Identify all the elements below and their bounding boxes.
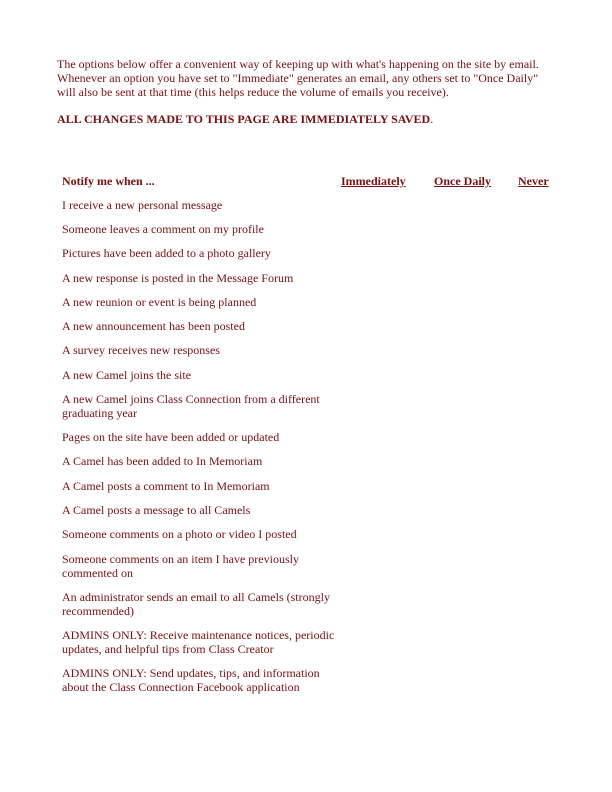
option-label: A Camel posts a message to all Camels <box>62 503 251 517</box>
option-label: Someone comments on an item I have previously commented on <box>62 552 299 580</box>
intro-text: The options below offer a convenient way of keeping up with what's happening on the site by email. Whenever an option you have set to "Immediate" generates an email, any others set to "Once Daily" will also be sent at that time (this helps reduce the volume of emails you receive). <box>57 57 539 99</box>
option-label: I receive a new personal message <box>62 198 223 212</box>
immediately-header-link[interactable]: Immediately <box>341 174 406 188</box>
option-label: A new Camel joins Class Connection from a different graduating year <box>62 392 320 420</box>
option-label: A survey receives new responses <box>62 343 220 357</box>
option-label: Someone comments on a photo or video I posted <box>62 527 297 541</box>
option-label: A new Camel joins the site <box>62 368 191 382</box>
never-header-link[interactable]: Never <box>518 174 549 188</box>
option-label: Pictures have been added to a photo gallery <box>62 246 271 260</box>
option-label: A Camel has been added to In Memoriam <box>62 454 263 468</box>
option-label: ADMINS ONLY: Send updates, tips, and information about the Class Connection Facebook application <box>62 666 320 694</box>
once-daily-header-link[interactable]: Once Daily <box>434 174 491 188</box>
option-label: A new reunion or event is being planned <box>62 295 257 309</box>
save-warning-dot: . <box>430 112 434 126</box>
option-label: An administrator sends an email to all Camels (strongly recommended) <box>62 590 330 618</box>
option-label: A new announcement has been posted <box>62 319 245 333</box>
save-warning <box>57 112 433 127</box>
save-warning-text: ALL CHANGES MADE TO THIS PAGE ARE IMMEDIATELY SAVED <box>57 112 431 126</box>
notify-header: Notify me when ... <box>62 174 155 188</box>
option-label: Pages on the site have been added or updated <box>62 430 280 444</box>
option-label: ADMINS ONLY: Receive maintenance notices, periodic updates, and helpful tips from Class Creator <box>62 628 335 656</box>
option-label: A new response is posted in the Message Forum <box>62 271 294 285</box>
option-label: Someone leaves a comment on my profile <box>62 222 264 236</box>
option-label: A Camel posts a comment to In Memoriam <box>62 479 270 493</box>
